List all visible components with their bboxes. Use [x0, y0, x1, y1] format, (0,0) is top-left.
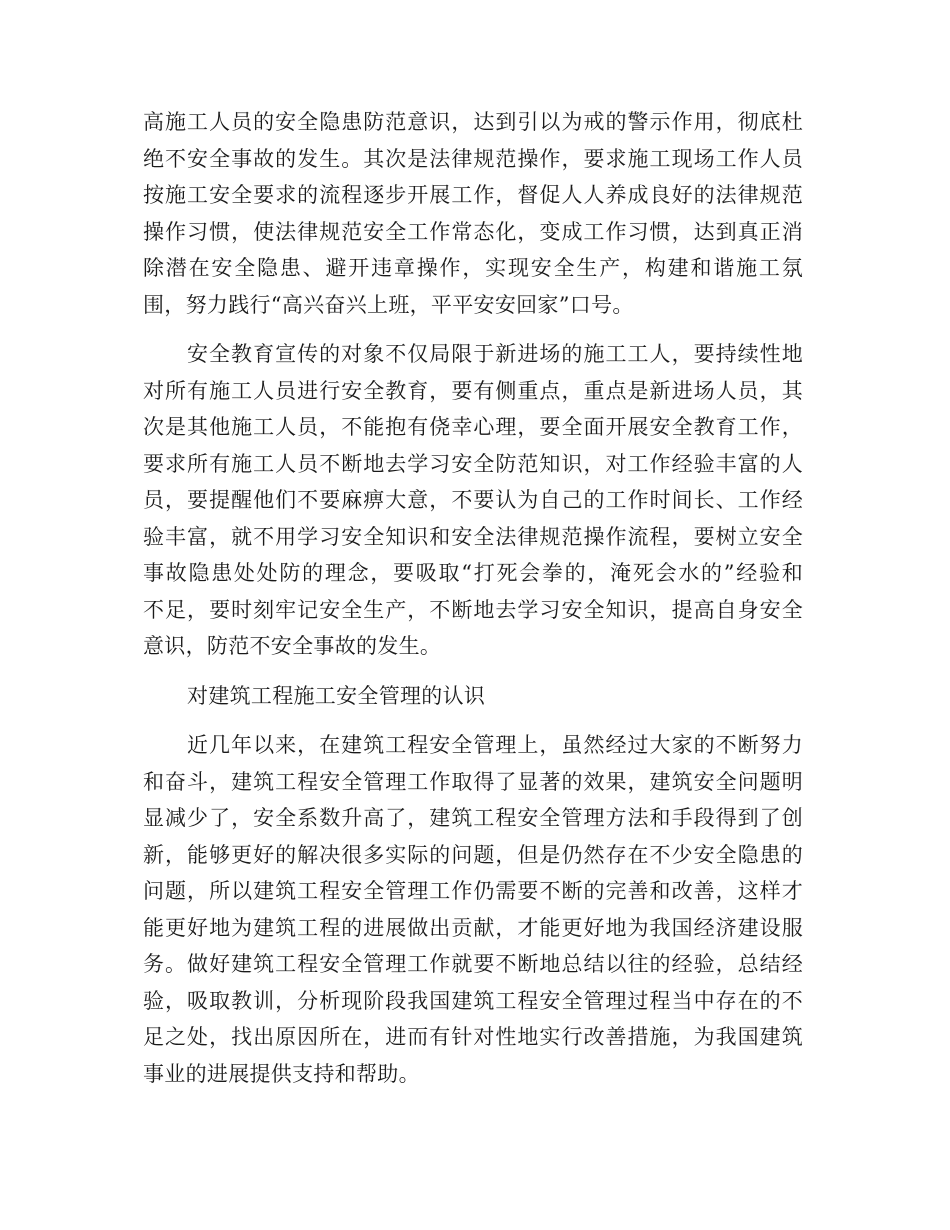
- section-heading-wrap: [143, 678, 803, 715]
- paragraph-1: [143, 104, 803, 323]
- paragraph-line: 问题，所以建筑工程安全管理工作仍需要不断的完善和改善，这样才: [143, 879, 803, 903]
- paragraph-line: 按施工安全要求的流程逐步开展工作，督促人人养成良好的法律规范: [143, 183, 803, 207]
- section-heading: 对建筑工程施工安全管理的认识: [187, 683, 486, 708]
- paragraph-3: [143, 727, 803, 1092]
- paragraph-line: 意识，防范不安全事故的发生。: [143, 634, 442, 658]
- paragraph-line: 验，吸取教训，分析现阶段我国建筑工程安全管理过程当中存在的不: [143, 988, 803, 1013]
- paragraph-line: 近几年以来，在建筑工程安全管理上，虽然经过大家的不断努力: [187, 733, 803, 757]
- paragraph-line: 安全教育宣传的对象不仅局限于新进场的施工工人，要持续性地: [187, 342, 803, 366]
- paragraph-line: 能更好地为建筑工程的进展做出贡献，才能更好地为我国经济建设服: [143, 915, 803, 940]
- paragraph-line: 高施工人员的安全隐患防范意识，达到引以为戒的警示作用，彻底杜: [143, 110, 803, 134]
- paragraph-line: 操作习惯，使法律规范安全工作常态化，变成工作习惯，达到真正消: [143, 219, 803, 244]
- paragraph-line: 新，能够更好的解决很多实际的问题，但是仍然存在不少安全隐患的: [143, 842, 803, 867]
- paragraph-line: 绝不安全事故的发生。其次是法律规范操作，要求施工现场工作人员: [143, 146, 803, 171]
- paragraph-line: 除潜在安全隐患、避开违章操作，实现安全生产，构建和谐施工氛: [143, 256, 803, 280]
- paragraph-2: [143, 336, 803, 665]
- paragraph-line: 不足，要时刻牢记安全生产，不断地去学习安全知识，提高自身安全: [143, 597, 803, 622]
- paragraph-line: 和奋斗，建筑工程安全管理工作取得了显著的效果，建筑安全问题明: [143, 769, 803, 794]
- paragraph-line: 足之处，找出原因所在，进而有针对性地实行改善措施，为我国建筑: [143, 1025, 803, 1049]
- paragraph-line: 显减少了，安全系数升高了，建筑工程安全管理方法和手段得到了创: [143, 806, 803, 830]
- paragraph-line: 事业的进展提供支持和帮助。: [143, 1061, 420, 1086]
- paragraph-line: 要求所有施工人员不断地去学习安全防范知识，对工作经验丰富的人: [143, 451, 803, 476]
- paragraph-line: 次是其他施工人员，不能抱有侥幸心理，要全面开展安全教育工作，: [143, 415, 803, 439]
- document-body: [143, 104, 803, 1092]
- paragraph-line: 验丰富，就不用学习安全知识和安全法律规范操作流程，要树立安全: [143, 524, 803, 549]
- paragraph-line: 对所有施工人员进行安全教育，要有侧重点，重点是新进场人员，其: [143, 378, 803, 403]
- paragraph-line: 事故隐患处处防的理念，要吸取“打死会拳的，淹死会水的”经验和: [143, 561, 803, 585]
- paragraph-line: 围，努力践行“高兴奋兴上班，平平安安回家”口号。: [143, 292, 634, 317]
- paragraph-line: 员，要提醒他们不要麻痹大意，不要认为自己的工作时间长、工作经: [143, 488, 803, 512]
- paragraph-line: 务。做好建筑工程安全管理工作就要不断地总结以往的经验，总结经: [143, 952, 803, 976]
